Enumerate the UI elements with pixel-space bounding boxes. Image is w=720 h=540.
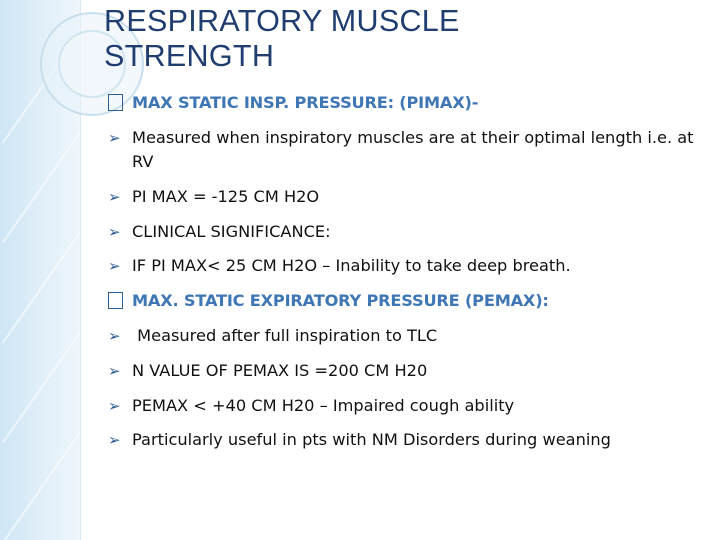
bullet-text: CLINICAL SIGNIFICANCE:	[132, 221, 331, 241]
decorative-stripe	[2, 379, 81, 540]
section-heading-text: MAX. STATIC EXPIRATORY PRESSURE (PEMAX):	[132, 291, 549, 311]
arrow-bullet-icon: ➢	[108, 128, 121, 147]
bullet-text: IF PI MAX< 25 CM H2O – Inability to take deep breath.	[132, 256, 571, 276]
arrow-bullet-icon: ➢	[108, 187, 121, 206]
bullet-text: Particularly useful in pts with NM Disorders during weaning	[132, 430, 611, 450]
square-box-icon	[108, 292, 123, 309]
slide-title-line: RESPIRATORY MUSCLE	[104, 4, 460, 38]
bullet-text: PI MAX = -125 CM H2O	[132, 186, 320, 206]
arrow-bullet-icon: ➢	[108, 222, 121, 241]
bullet-text: Measured after full inspiration to TLC	[132, 325, 438, 345]
arrow-bullet-icon: ➢	[108, 326, 121, 345]
bullet-item	[108, 185, 708, 220]
slide-title	[104, 4, 704, 74]
bullet-item	[108, 359, 708, 394]
bullet-text: Measured when inspiratory muscles are at their optimal length i.e. at RV	[132, 127, 694, 171]
slide-title-line: STRENGTH	[104, 39, 275, 73]
bullet-item	[108, 394, 708, 429]
bullet-item	[108, 220, 708, 255]
bullet-text: N VALUE OF PEMAX IS =200 CM H20	[132, 360, 428, 380]
arrow-bullet-icon: ➢	[108, 396, 121, 415]
decorative-stripe	[2, 279, 81, 444]
decorative-stripe	[2, 179, 81, 344]
bullet-item	[108, 254, 708, 289]
section-heading-pemax	[108, 289, 708, 324]
square-box-icon	[108, 94, 123, 111]
arrow-bullet-icon: ➢	[108, 361, 121, 380]
arrow-bullet-icon: ➢	[108, 257, 121, 276]
bullet-item	[108, 428, 708, 487]
bullet-item	[108, 324, 708, 359]
section-heading-text: MAX STATIC INSP. PRESSURE: (PIMAX)-	[132, 93, 479, 112]
arrow-bullet-icon: ➢	[108, 431, 121, 450]
slide-content	[108, 91, 708, 487]
section-heading-pimax	[108, 91, 708, 126]
bullet-item	[108, 126, 708, 185]
bullet-text: PEMAX < +40 CM H20 – Impaired cough ability	[132, 395, 515, 415]
